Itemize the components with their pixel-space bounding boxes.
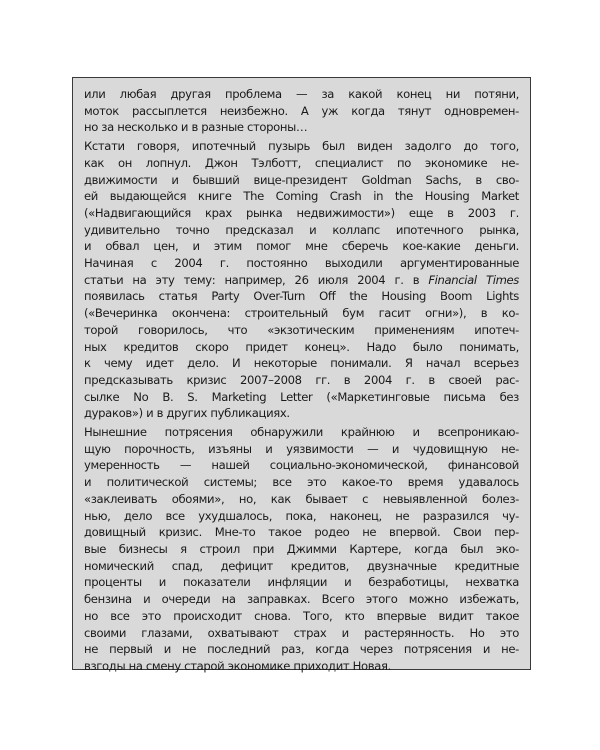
text-line: довищный кризис. Мне-то такое родео не впервой. Свои пер- (84, 525, 519, 540)
text-line: предсказывать кризис 2007–2008 гг. в 2004 г. в своей рас- (84, 372, 519, 387)
paragraph-1 (84, 86, 519, 136)
text-line: ей выдающейся книге The Coming Crash in the Housing Market (84, 189, 519, 204)
sidebar-box (72, 77, 531, 673)
text-line: умеренность — нашей социально-экономической, финансовой (84, 458, 519, 473)
text-line: торой говорилось, что «экзотическим применениям ипотеч- (84, 322, 519, 337)
text-line: вые бизнесы я строил при Джимми Картере, когда был эко- (84, 541, 519, 556)
text-line: ных кредитов скоро придет конец». Надо было понимать, (84, 339, 519, 354)
text-line: нью, дело все ухудшалось, пока, наконец, не разразился чу- (84, 508, 519, 523)
text-line (84, 272, 519, 289)
text-line: и политической системы; все это какое-то время удавалось (84, 475, 519, 490)
text-line: движимости и бывший вице-президент Goldman Sachs, в сво- (84, 172, 519, 187)
text-line: моток рассыплется неизбежно. А уж когда тянут одновремен- (84, 103, 519, 118)
text-line: Кстати говоря, ипотечный пузырь был виден задолго до того, (84, 139, 519, 154)
text-line: бензина и очереди на заправках. Всего этого можно избежать, (84, 592, 519, 607)
text-line: и обвал цен, и этим помог мне сберечь кое-какие деньги. (84, 239, 519, 254)
text-segment: статьи на эту тему: например, 26 июля 2004 г. в (84, 272, 429, 287)
text-line: щую порочность, изъяны и уязвимости — и чудовищную не- (84, 441, 519, 456)
text-line: или любая другая проблема — за какой конец ни потяни, (84, 87, 519, 101)
text-line: удивительно точно предсказал и коллапс ипотечного рынка, (84, 222, 519, 237)
text-line: Начиная с 2004 г. постоянно выходили аргументированные (84, 256, 519, 271)
text-line: но за несколько и в разные стороны… (84, 120, 308, 135)
text-line: «заклеивать обоями», но, как бывает с невыявленной болез- (84, 491, 519, 506)
text-line: («Надвигающийся крах рынка недвижимости») еще в 2003 г. (84, 205, 519, 220)
text-line: сылке No B. S. Marketing Letter («Маркетинговые письма без (84, 389, 519, 404)
text-line: взгоды на смену старой экономике приходит Новая. (84, 658, 391, 673)
text-line: проценты и показатели инфляции и безработицы, нехватка (84, 575, 519, 590)
text-line: Нынешние потрясения обнаружили крайнюю и всепроникаю- (84, 425, 519, 440)
text-line: дураков») и в других публикациях. (84, 406, 290, 421)
text-line: номический спад, дефицит кредитов, двузначные кредитные (84, 558, 519, 573)
paragraph-2 (84, 138, 519, 422)
text-line: но все это происходит снова. Того, кто впервые видит такое (84, 608, 519, 623)
paragraph-3 (84, 424, 519, 675)
text-line: к чему идет дело. И некоторые понимали. Я начал всерьез (84, 356, 519, 371)
text-line: («Вечеринка окончена: строительный бум гасит огни»), в ко- (84, 306, 519, 321)
publication-title: Financial Times (428, 272, 519, 287)
text-line: своими глазами, охватывают страх и растерянность. Но это (84, 625, 519, 640)
text-line: появилась статья Party Over-Turn Off the Housing Boom Lights (84, 289, 519, 304)
text-line: как он лопнул. Джон Тэлботт, специалист по экономике не- (84, 155, 519, 170)
text-line: не первый и не последний раз, когда через потрясения и не- (84, 642, 519, 657)
